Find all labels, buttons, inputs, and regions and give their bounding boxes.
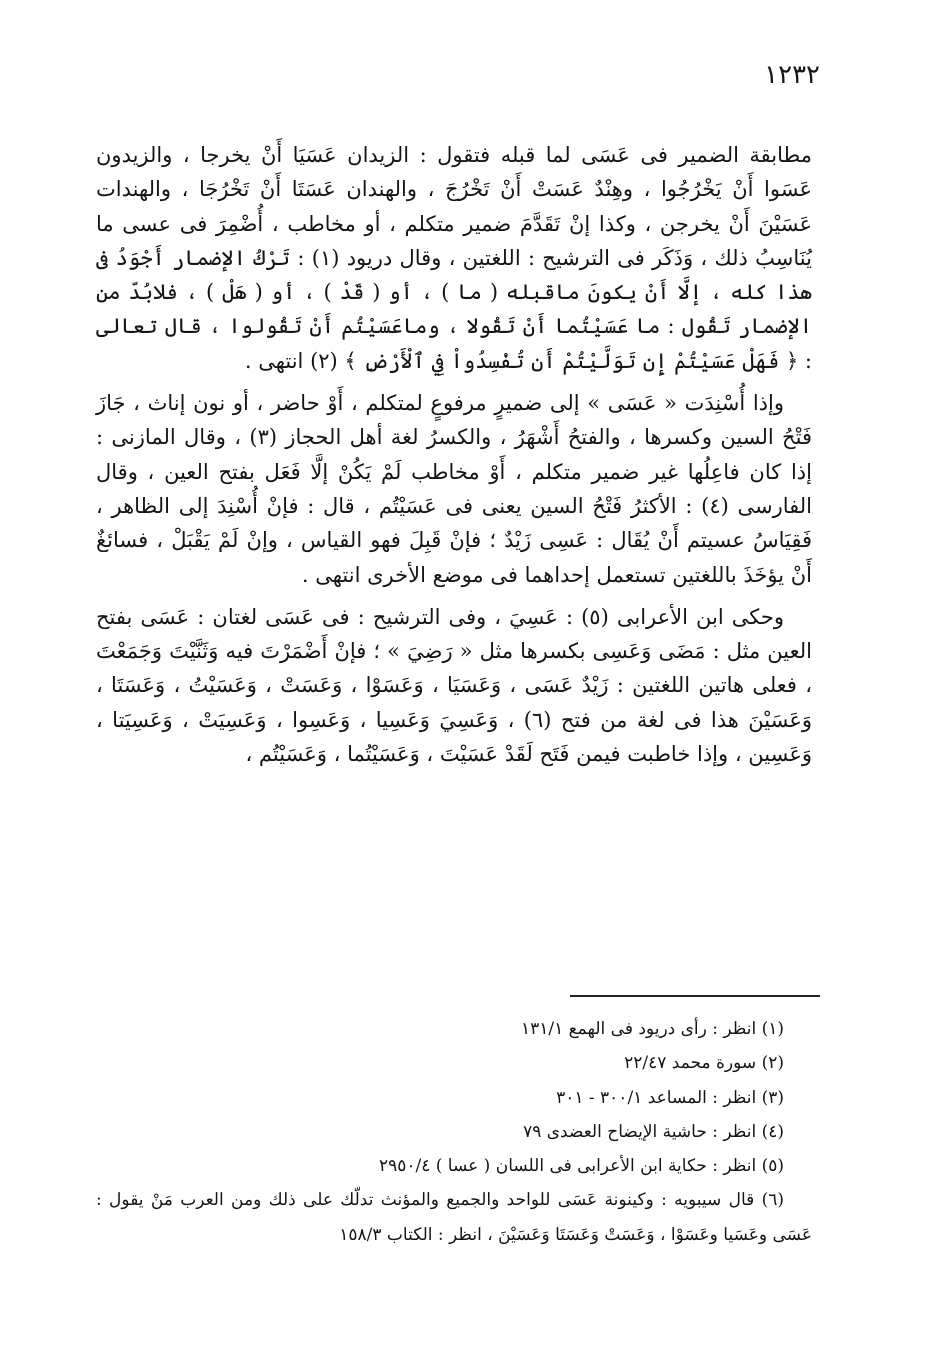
paragraph-2: وإذا أُسْنِدَت « عَسَى » إلى ضميرٍ مرفوعٍ لمتكلم ، أَوْ حاضر ، أو نون إناث ، جَازَ فَتْحُ السين وكسرها ، والفتحُ أَشْهَرُ ، والكسرُ لغة أهل الحجاز (٣) ، وقال المازنى : إذا كان فاعِلُها غير ضمير متكلم ، أَوْ مخاطب لَمْ يَكُنْ إلَّا فَعَل بفتح العين ، وقال الفارسى (٤) : الأكثرُ فَتْحُ السين يعنى فى عَسَيْتُم ، قال : فإنْ أُسْنِدَ إلى الظاهر ، فَقِيَاسُ عسيتم أَنْ يُقَال : عَسِى زَيْدٌ ؛ فإنْ قَبِلَ فهو القياس ، وإنْ لَمْ يَقْبَلْ ، فسائغٌ أَنْ يؤخَذَ باللغتين تستعمل إحداهما فى موضع الأخرى انتهى .: [96, 391, 812, 587]
page-number: ١٢٣٢: [764, 60, 820, 90]
footnotes: [96, 1012, 812, 1252]
footnote-5: (٥) انظر : حكاية ابن الأعرابى فى اللسان ( عسا ) ٢٩٥٠/٤: [378, 1156, 784, 1177]
footnote-4: (٤) انظر : حاشية الإيضاح العضدى ٧٩: [523, 1121, 784, 1142]
footnote-2: (٢) سورة محمد ٢٢/٤٧: [624, 1053, 784, 1074]
footnote-3: (٣) انظر : المساعد ٣٠٠/١ - ٣٠١: [556, 1087, 784, 1108]
footnote-1: (١) انظر : رأى دريود فى الهمع ١٣١/١: [520, 1019, 784, 1039]
paragraph-3: وحكى ابن الأعرابى (٥) : عَسِيَ ، وفى الترشيح : فى عَسَى لغتان : عَسَى بفتح العين مثل : مَضَى وَعَسِى بكسرها مثل « رَضِيَ » ؛ فإنْ أَضْمَرْتَ فيه وَثَنَّيْتَ وَجَمَعْتَ ، فعلى هاتين اللغتين : زَيْدٌ عَسَى ، وَعَسَيَا ، وَعَسَوْا ، وَعَسَتْ ، وَعَسَيْتُ ، وَعَسَتَا ، وَعَسَيْنَ هذا فى لغة من فتح (٦) ، وَعَسِيَ وَعَسِيا ، وَعَسِوا ، وَعَسِيَتْ ، وَعَسِيَتا ، وَعَسِين ، وإذا خاطبت فيمن فَتَح لَقَدْ عَسَيْتَ ، وَعَسَيْتُما ، وَعَسَيْتُم ،: [96, 604, 812, 767]
footnote-separator: [570, 995, 820, 997]
footnote-6: (٦) قال سيبويه : وكينونة عَسَى للواحد والجميع والمؤنث تدلّك على ذلك ومن العرب مَنْ يقول : عَسَى وعَسَيا وعَسَوْا ، وَعَسَتْ وَعَسَتَا وَعَسَيْنَ ، انظر : الكتاب ١٥٨/٣: [96, 1190, 812, 1245]
paragraph-1: مطابقة الضمير فى عَسَى لما قبله فتقول : الزيدان عَسَيَا أَنْ يخرجا ، والزيدون عَسَوا أَنْ يَخْرُجُوا ، وهِنْدٌ عَسَتْ أَنْ تَخْرُجَ ، والهندان عَسَتَا أَنْ تَخْرُجَا ، والهندات عَسَيْنَ أَنْ يخرجن ، وكذا إنْ تَقَدَّمَ ضمير متكلم ، أو مخاطب ، أُضْمِرَ فى عسى ما يُنَاسِبُ ذلك ، وَذَكَر فى الترشيح : اللغتين ، وقال دريود (١) : تَرْكُ الإضمار أَجْوَدُ فى هذا كله ، إلَّا أَنْ يكونَ ماقبله ( ما ) ، أو ( قَدْ ) ، أو ( هَلْ ) ، فلابُدّ من الإضمار تَقُول : ما عَسَيْتُما أَنْ تَقُولا ، وماعَسَيْتُم أَنْ تَقُولوا ، قال تعالى : ﴿ فَهَلْ عَسَيْتُمْ إِن تَوَلَّيْتُمْ أَن تُفْسِدُواْ فِي ٱلْأَرْضِ ﴾ (٢) انتهى .: [96, 143, 812, 373]
main-text: [96, 138, 812, 771]
